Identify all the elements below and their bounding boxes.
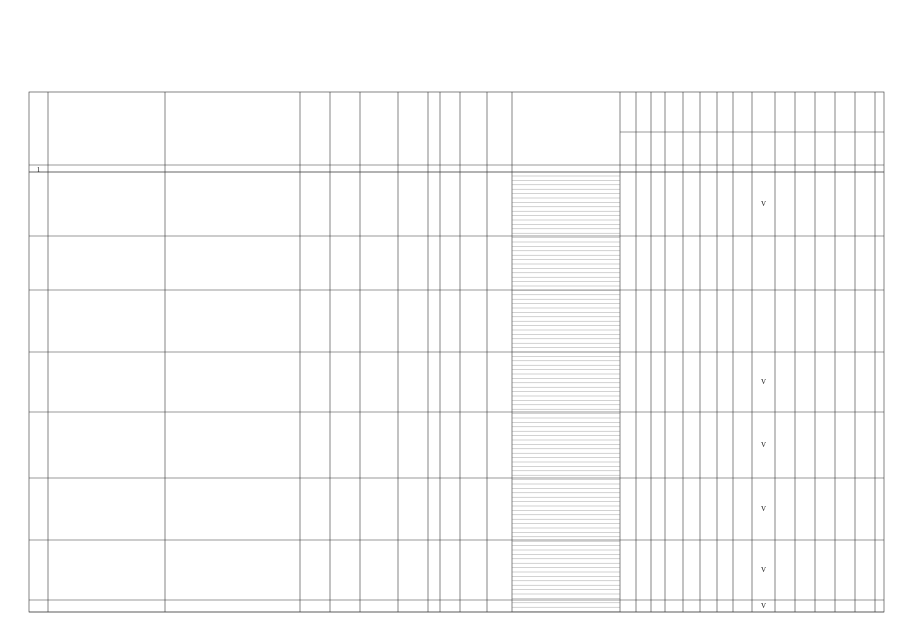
row-mark: V xyxy=(760,602,767,610)
column-number: 1 xyxy=(36,166,41,174)
row-mark: V xyxy=(760,200,767,208)
row-mark: V xyxy=(760,566,767,574)
row-mark: V xyxy=(760,378,767,386)
row-mark: V xyxy=(760,441,767,449)
row-mark: V xyxy=(760,505,767,513)
